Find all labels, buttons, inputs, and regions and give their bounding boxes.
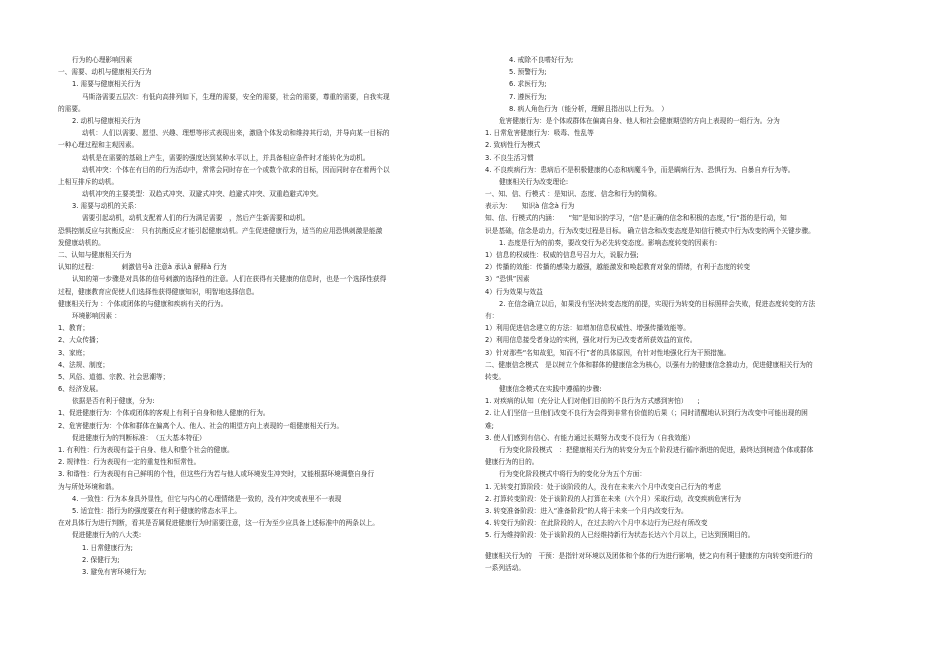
text-line: 促进健康行为的八大类: xyxy=(72,531,142,540)
text-line: 3、家庭； xyxy=(58,348,90,357)
text-line: 1. 需要与健康相关行为 xyxy=(72,80,141,89)
text-line: 转变。 xyxy=(485,372,506,381)
text-line: 危害健康行为：是个体或群体在偏离自身、他人和社会健康期望的方向上表现的一组行为。分为 xyxy=(499,116,780,125)
text-line: 4. 一致性：行为本身具外显性，但它与内心的心理情绪是一致的，没有冲突或表里不一表现 xyxy=(72,494,342,503)
text-line: 2. 保健行为; xyxy=(82,555,120,564)
text-line: 3）“恐惧”因素 xyxy=(485,275,530,284)
text-line: 的需要。 xyxy=(58,104,85,113)
text-line: 6. 求医行为; xyxy=(509,80,547,89)
text-line: 1）利用促进信念建立的方法：如增加信息权威性、增强传播效能等。 xyxy=(485,324,690,333)
text-line: 有： xyxy=(485,311,499,320)
text-line: 动机冲突：个体在有目的的行为活动中，常常会同时存在一个或数个欲求的目标，因而同时存在着两个以 xyxy=(82,165,390,174)
text-line: 3. 转变准备阶段：进入“准备阶段”的人将于未来一个月内改变行为。 xyxy=(485,506,688,515)
text-line: 知、信、行模式的内涵： “知”是知识的学习，“信”是正确的信念和积极的态度，”行“指的是行动，知 xyxy=(485,214,787,223)
text-line: 4. 转变行为阶段：在此阶段的人，在过去的六个月中本边行为已经有所改变 xyxy=(485,519,708,528)
text-line xyxy=(485,542,877,550)
text-line: 表示为： 知识à 信念à 行为 xyxy=(485,202,575,211)
text-line: 1）信息的权威性：权威的信息号召力大，说服力强; xyxy=(485,251,639,259)
text-line: 恐惧控制反应与抗衡反应： 只有抗衡反应才能引起健康动机。产生促进健康行为，适当的应用恐惧刺激是能激 xyxy=(58,226,383,235)
text-line: 4、法规、制度； xyxy=(58,360,110,369)
text-line: 1. 日常健康行为; xyxy=(82,543,133,552)
text-line: 一系列活动。 xyxy=(485,563,526,572)
text-line: 健康相关行为的 干预：是指针对环境以及团体和个体的行为进行影响，使之向有利于健康的方向转变所进行的 xyxy=(485,551,813,560)
text-line: 8. 病人角色行为（能分析，理解且指出以上行为。 ） xyxy=(509,104,668,113)
text-line: 为与所处环境和谐。 xyxy=(58,482,119,491)
text-line: 一种心理过程和主观因素。 xyxy=(58,141,139,150)
text-line: 过程，健康教育应促使人们选择性获得健康知识，明智地选择信息。 xyxy=(58,287,259,296)
text-line: 依据是否有利于健康，分为: xyxy=(72,397,155,406)
text-line: 动机是在需要的基础上产生，需要的强度达到某种水平以上，并具备相应条件时才能转化为动机。 xyxy=(82,153,370,162)
text-line: 识是基础，信念是动力，行为改变过程是目标。 确立信念和改变态度是知信行模式中行为改变的两个关键步骤。 xyxy=(485,226,815,235)
text-line: 2、大众传播； xyxy=(58,336,103,345)
text-line: 发健康动机的。 xyxy=(58,238,105,247)
text-line: 4. 戒除不良嗜好行为; xyxy=(509,56,574,64)
text-line: 4）行为效果与效益 xyxy=(485,287,543,296)
text-line: 1. 对疾病的认知（充分让人们对他们目前的不良行为方式感到害怕） ; xyxy=(485,397,700,406)
text-line: 行为变化阶段模式中将行为的变化分为五个方面： xyxy=(499,470,647,479)
text-line: 1. 无转变打算阶段：处于该阶段的人，没有在未来六个月中改变自己行为的考虑 xyxy=(485,482,721,491)
text-line: 健康相关行为 ：个体或团体的与健康和疾病有关的行为。 xyxy=(58,299,228,308)
text-line: 1. 有利性：行为表现有益于自身、他人和整个社会的健康。 xyxy=(58,446,234,454)
text-line: 1. 日常危害健康行为：吸毒、性乱等 xyxy=(485,129,594,138)
text-line: 3. 使人们感到有信心、有能力通过长期努力改变不良行为（自我效能） xyxy=(485,433,695,442)
text-line: 难; xyxy=(485,421,494,430)
text-line: 2. 让人们坚信一旦他们改变不良行为会得到非常有价值的后果（；同时清醒地认识到行为改变中可能出现的困 xyxy=(485,409,808,418)
text-line: 1、教育； xyxy=(58,324,90,333)
text-line: 2. 在信念确立以后，如果没有坚决转变态度的前提，实现行为转变的目标照样会失败，促进态度转变的方法 xyxy=(499,299,816,308)
text-line: 2）利用信息接受者身边的实例，强化对行为已改变者所获效益的宣传。 xyxy=(485,336,697,345)
text-line: 认知的第一步骤是对具体的信号刺激的选择性的注意。人们在获得有关健康的信息时，也是一个选择性获得 xyxy=(72,275,387,284)
text-line: 4. 不良疾病行为：患病后不是积极健康的心态和病魔斗争，而是瞒病行为、恐惧行为、自暴自弃行为等。 xyxy=(485,165,795,174)
text-line: 1. 态度是行为的前奏，要改变行为必先转变态度。影响态度转变的因素有: xyxy=(499,238,718,247)
text-line: 3. 需要与动机的关系： xyxy=(72,202,141,211)
text-line: 行为变化阶段模式 ：把健康相关行为的转变分为五个阶段进行循序渐进的促进，最终达到树造个体或群体 xyxy=(499,446,814,454)
text-line: 3. 避免有害环境行为; xyxy=(82,567,147,576)
text-line: 5. 预警行为; xyxy=(509,68,547,77)
text-line: 一、需要、动机与健康相关行为 xyxy=(58,68,152,77)
text-line: 促进健康行为的判断标准： （五大基本特征） xyxy=(72,433,206,442)
text-line: 动机：人们以需要、愿望、兴趣、理想等形式表现出来，激励个体发动和维持其行动，并导向某一目标的 xyxy=(82,129,390,138)
text-line: 1、促进健康行为：个体或团体的客观上有利于自身和他人健康的行为。 xyxy=(58,409,270,418)
text-line: 二、认知与健康相关行为 xyxy=(58,251,132,259)
text-line: 3. 不良生活习惯 xyxy=(485,153,534,162)
text-line: 6、经济发展。 xyxy=(58,385,103,394)
text-line: 环境影响因素 ： xyxy=(72,311,121,320)
text-line: 2. 规律性：行为表现有一定的重复性和恒常性。 xyxy=(58,458,201,467)
text-line: 2. 致病性行为模式 xyxy=(485,141,541,150)
right-column xyxy=(485,54,877,574)
text-line: 健康相关行为改变理论: xyxy=(499,177,569,186)
text-line: 上相互排斥的动机。 xyxy=(58,177,119,186)
text-line: 2）传播的效能：传播的感染力越强，越能激发和唤起教育对象的情绪，有利于态度的转变 xyxy=(485,263,751,272)
text-line: 一、知、信、行模式 ：是知识、态度、信念和行为的简称。 xyxy=(485,190,661,199)
text-line: 2. 动机与健康相关行为 xyxy=(72,116,141,125)
text-line: 健康行为的目的。 xyxy=(485,458,539,467)
text-line: 在对具体行为进行判断，看其是否属促进健康行为时需要注意，这一行为至少应具备上述标准中的两条以上。 xyxy=(58,519,379,528)
text-line: 5. 适宜性：指行为的强度要在有利于健康的常态水平上。 xyxy=(72,506,242,515)
text-line: 3. 和谐性：行为表现有自己鲜明的个性，但这些行为若与他人或环境发生冲突时，又能根据环境调整自身行 xyxy=(58,470,375,479)
text-line: 2. 打算转变阶段：处于该阶段的人打算在未来（六个月）采取行动，改变疾病危害行为 xyxy=(485,494,741,503)
text-line: 行为的心理影响因素 xyxy=(72,56,133,64)
left-column xyxy=(58,54,430,578)
text-line: 动机冲突的主要类型：双趋式冲突、双避式冲突、趋避式冲突、双重趋避式冲突。 xyxy=(82,190,323,199)
text-line: 马斯洛需要五层次：有低向高排列如下，生理的需要，安全的需要，社会的需要，尊重的需要，自我实现 xyxy=(82,92,390,101)
text-line: 健康信念模式在实践中遵循的步骤: xyxy=(499,385,602,394)
text-line: 二、健康信念模式 是以树立个体和群体的健康信念为核心，以强有力的健康信念推动力，促进健康相关行为的 xyxy=(485,360,813,369)
text-line: 5. 行为维持阶段：处于该阶段的人已经维持新行为状态长达六个月以上，已达到预期目的。 xyxy=(485,531,755,540)
text-line: 3）针对那些“名知故犯，知而不行”者的具体原因，有针对性地强化行为干预措施。 xyxy=(485,348,731,357)
text-line: 认知的过程： 刺激信号à 注意à 承认à 解释à 行为 xyxy=(58,263,227,272)
text-line: 7. 遵医行为; xyxy=(509,92,547,101)
text-line: 2、危害健康行为：个体和群体在偏离个人、他人、社会的期望方向上表现的一组健康相关行为。 xyxy=(58,421,344,430)
text-line: 5、风俗、道德、宗教、社会思潮等； xyxy=(58,372,170,381)
text-line: 需要引起动机，动机支配着人们的行为满足需要 ，然后产生新需要和动机。 xyxy=(82,214,310,223)
